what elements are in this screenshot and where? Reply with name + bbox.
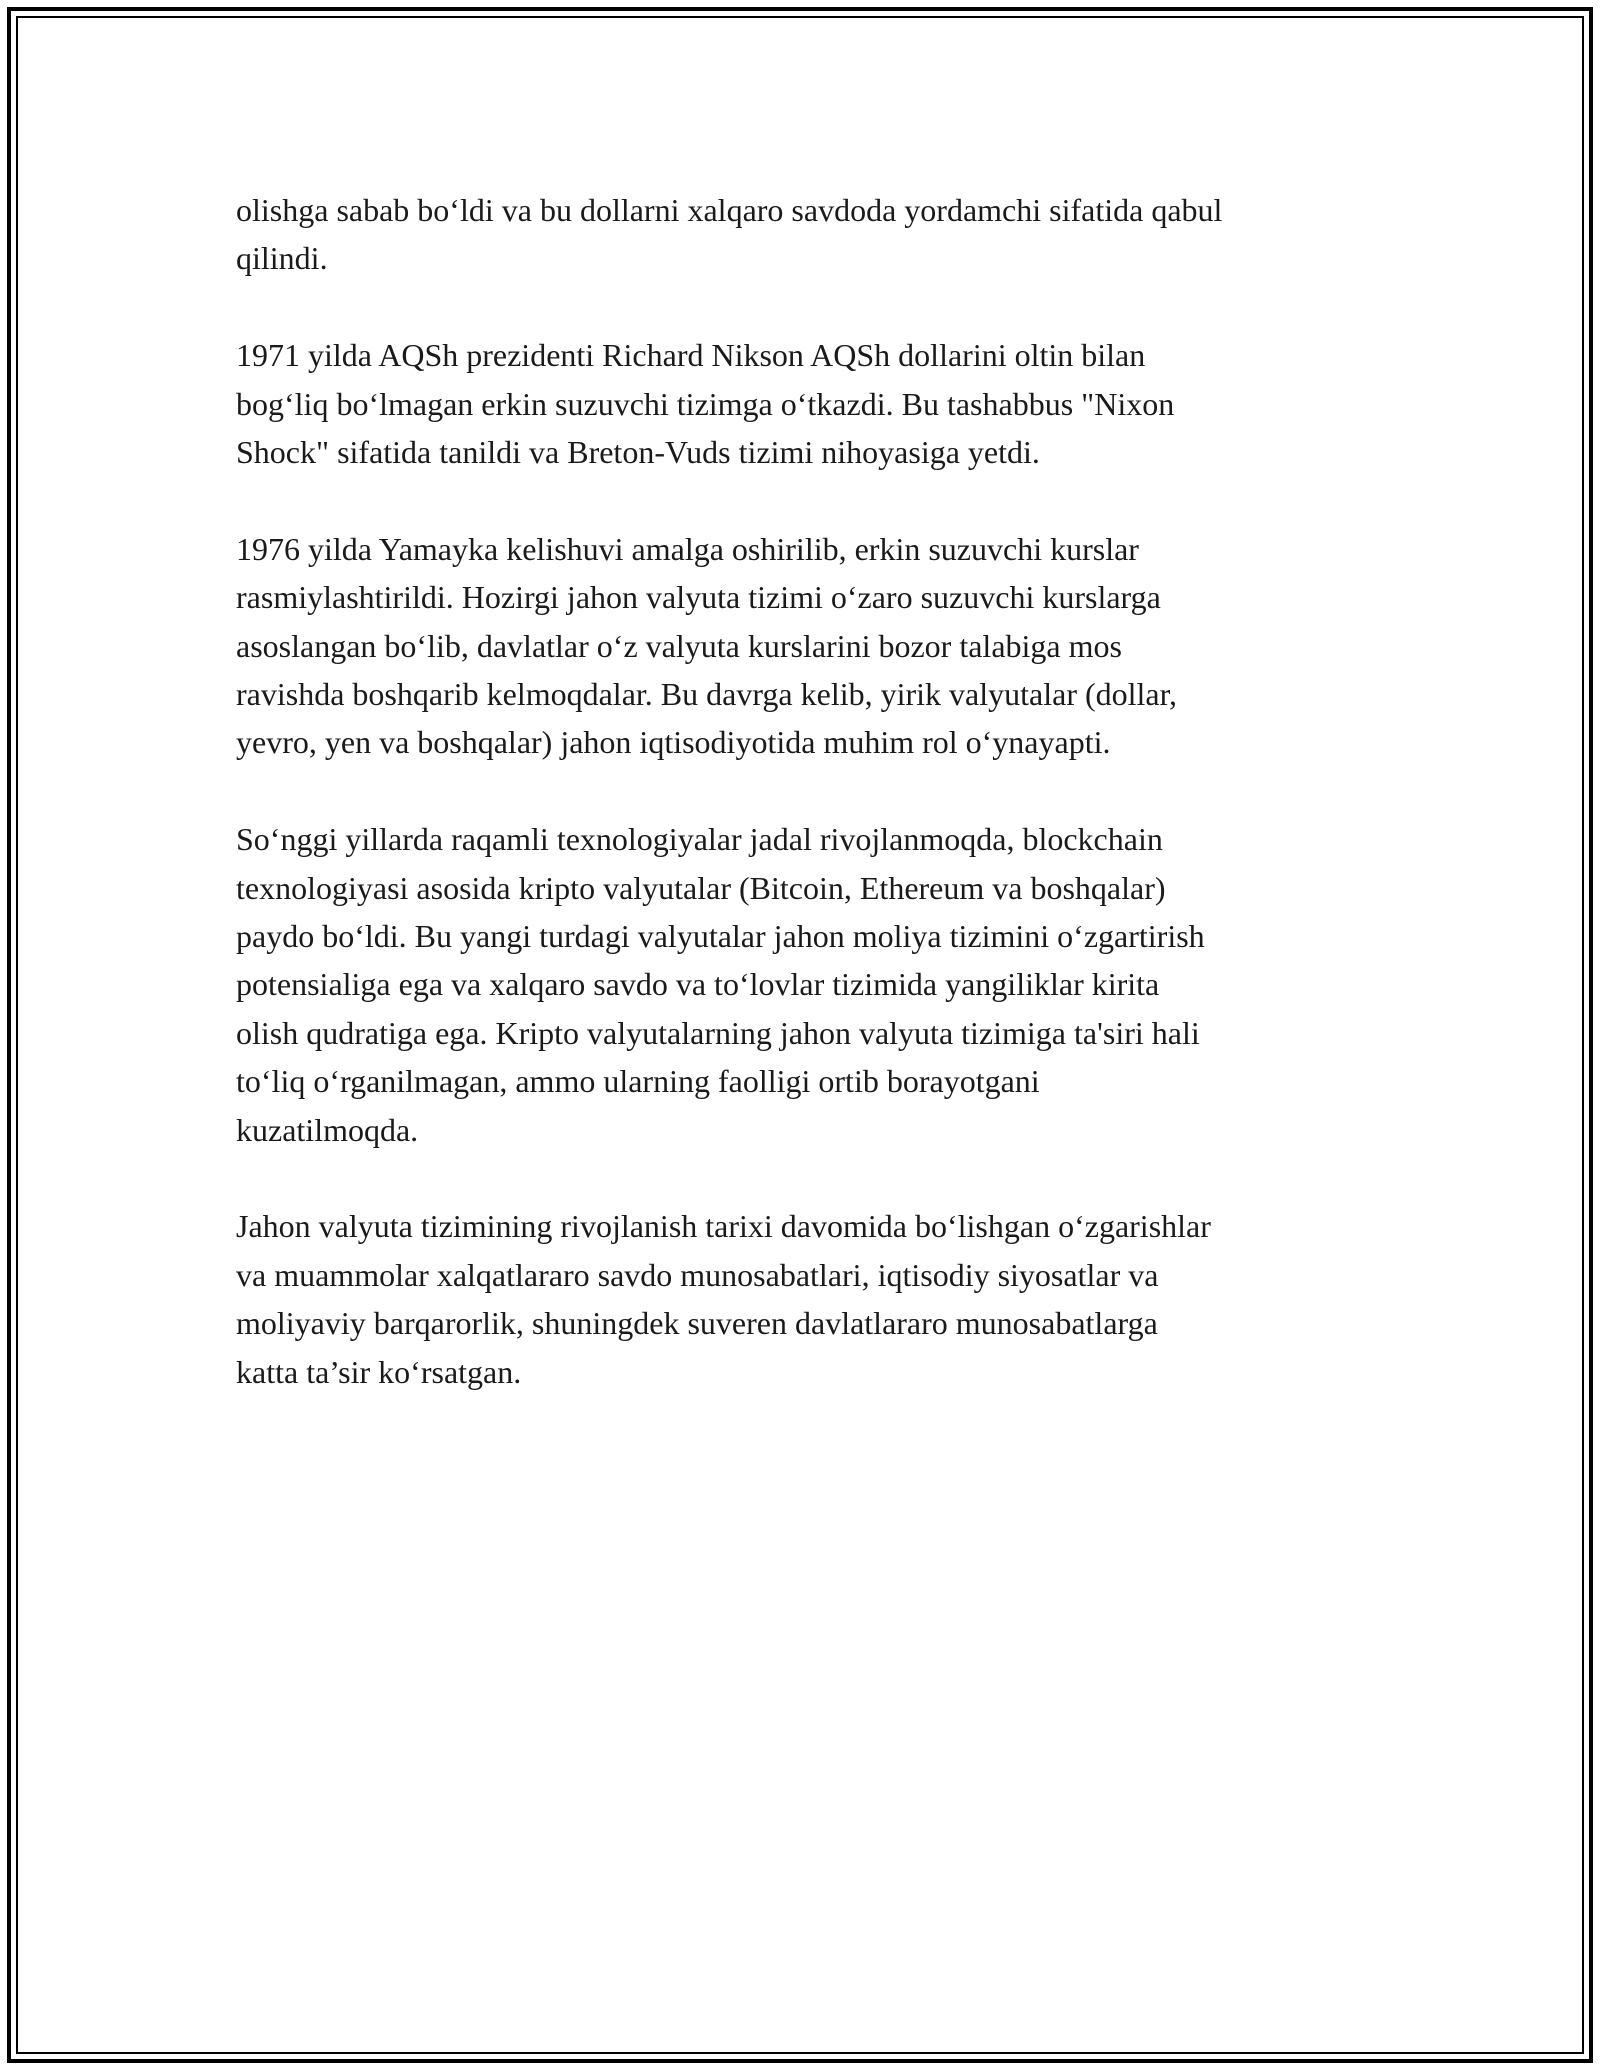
paragraph-jamaica-accord: 1976 yilda Yamayka kelishuvi amalga oshirilib, erkin suzuvchi kurslar rasmiylashtirildi. Hozirgi jahon valyuta tizimi o‘zaro suzuvchi kurslarga asoslangan bo‘lib, davlatlar o‘z valyuta kurslarini bozor talabiga mos ravishda boshqarib kelmoqdalar. Bu davrga kelib, yirik valyutalar (dollar, yevro, yen va boshqalar) jahon iqtisodiyotida muhim rol o‘ynayapti. bbox=[236, 530, 1177, 761]
paragraph-conclusion: Jahon valyuta tizimining rivojlanish tarixi davomida bo‘lishgan o‘zgarishlar va muammolar xalqatlararo savdo munosabatlari, iqtisodiy siyosatlar va moliyaviy barqarorlik, shuningdek suveren davlatlararo munosabatlarga katta ta’sir ko‘rsatgan. bbox=[236, 1208, 1211, 1390]
paragraph-crypto-currencies: So‘nggi yillarda raqamli texnologiyalar jadal rivojlanmoqda, blockchain texnologiyasi asosida kripto valyutalar (Bitcoin, Ethereum va boshqalar) paydo bo‘ldi. Bu yangi turdagi valyutalar jahon moliya tizimini o‘zgartirish potensialiga ega va xalqaro savdo va to‘lovlar tizimida yangiliklar kirita olish qudratiga ega. Kripto valyutalarning jahon valyuta tizimiga ta'siri hali to‘liq o‘rganilmagan, ammo ularning faolligi ortib borayotgani kuzatilmoqda. bbox=[236, 821, 1205, 1148]
paragraph-nixon-shock: 1971 yilda AQSh prezidenti Richard Nikson AQSh dollarini oltin bilan bog‘liq bo‘lmagan erkin suzuvchi tizimga o‘tkazdi. Bu tashabbus "Nixon Shock" sifatida tanildi va Breton-Vuds tizimi nihoyasiga yetdi. bbox=[236, 337, 1175, 471]
paragraph-continuation: olishga sabab bo‘ldi va bu dollarni xalqaro savdoda yordamchi sifatida qabul qilindi. bbox=[236, 192, 1223, 277]
document-body bbox=[236, 186, 1376, 1444]
